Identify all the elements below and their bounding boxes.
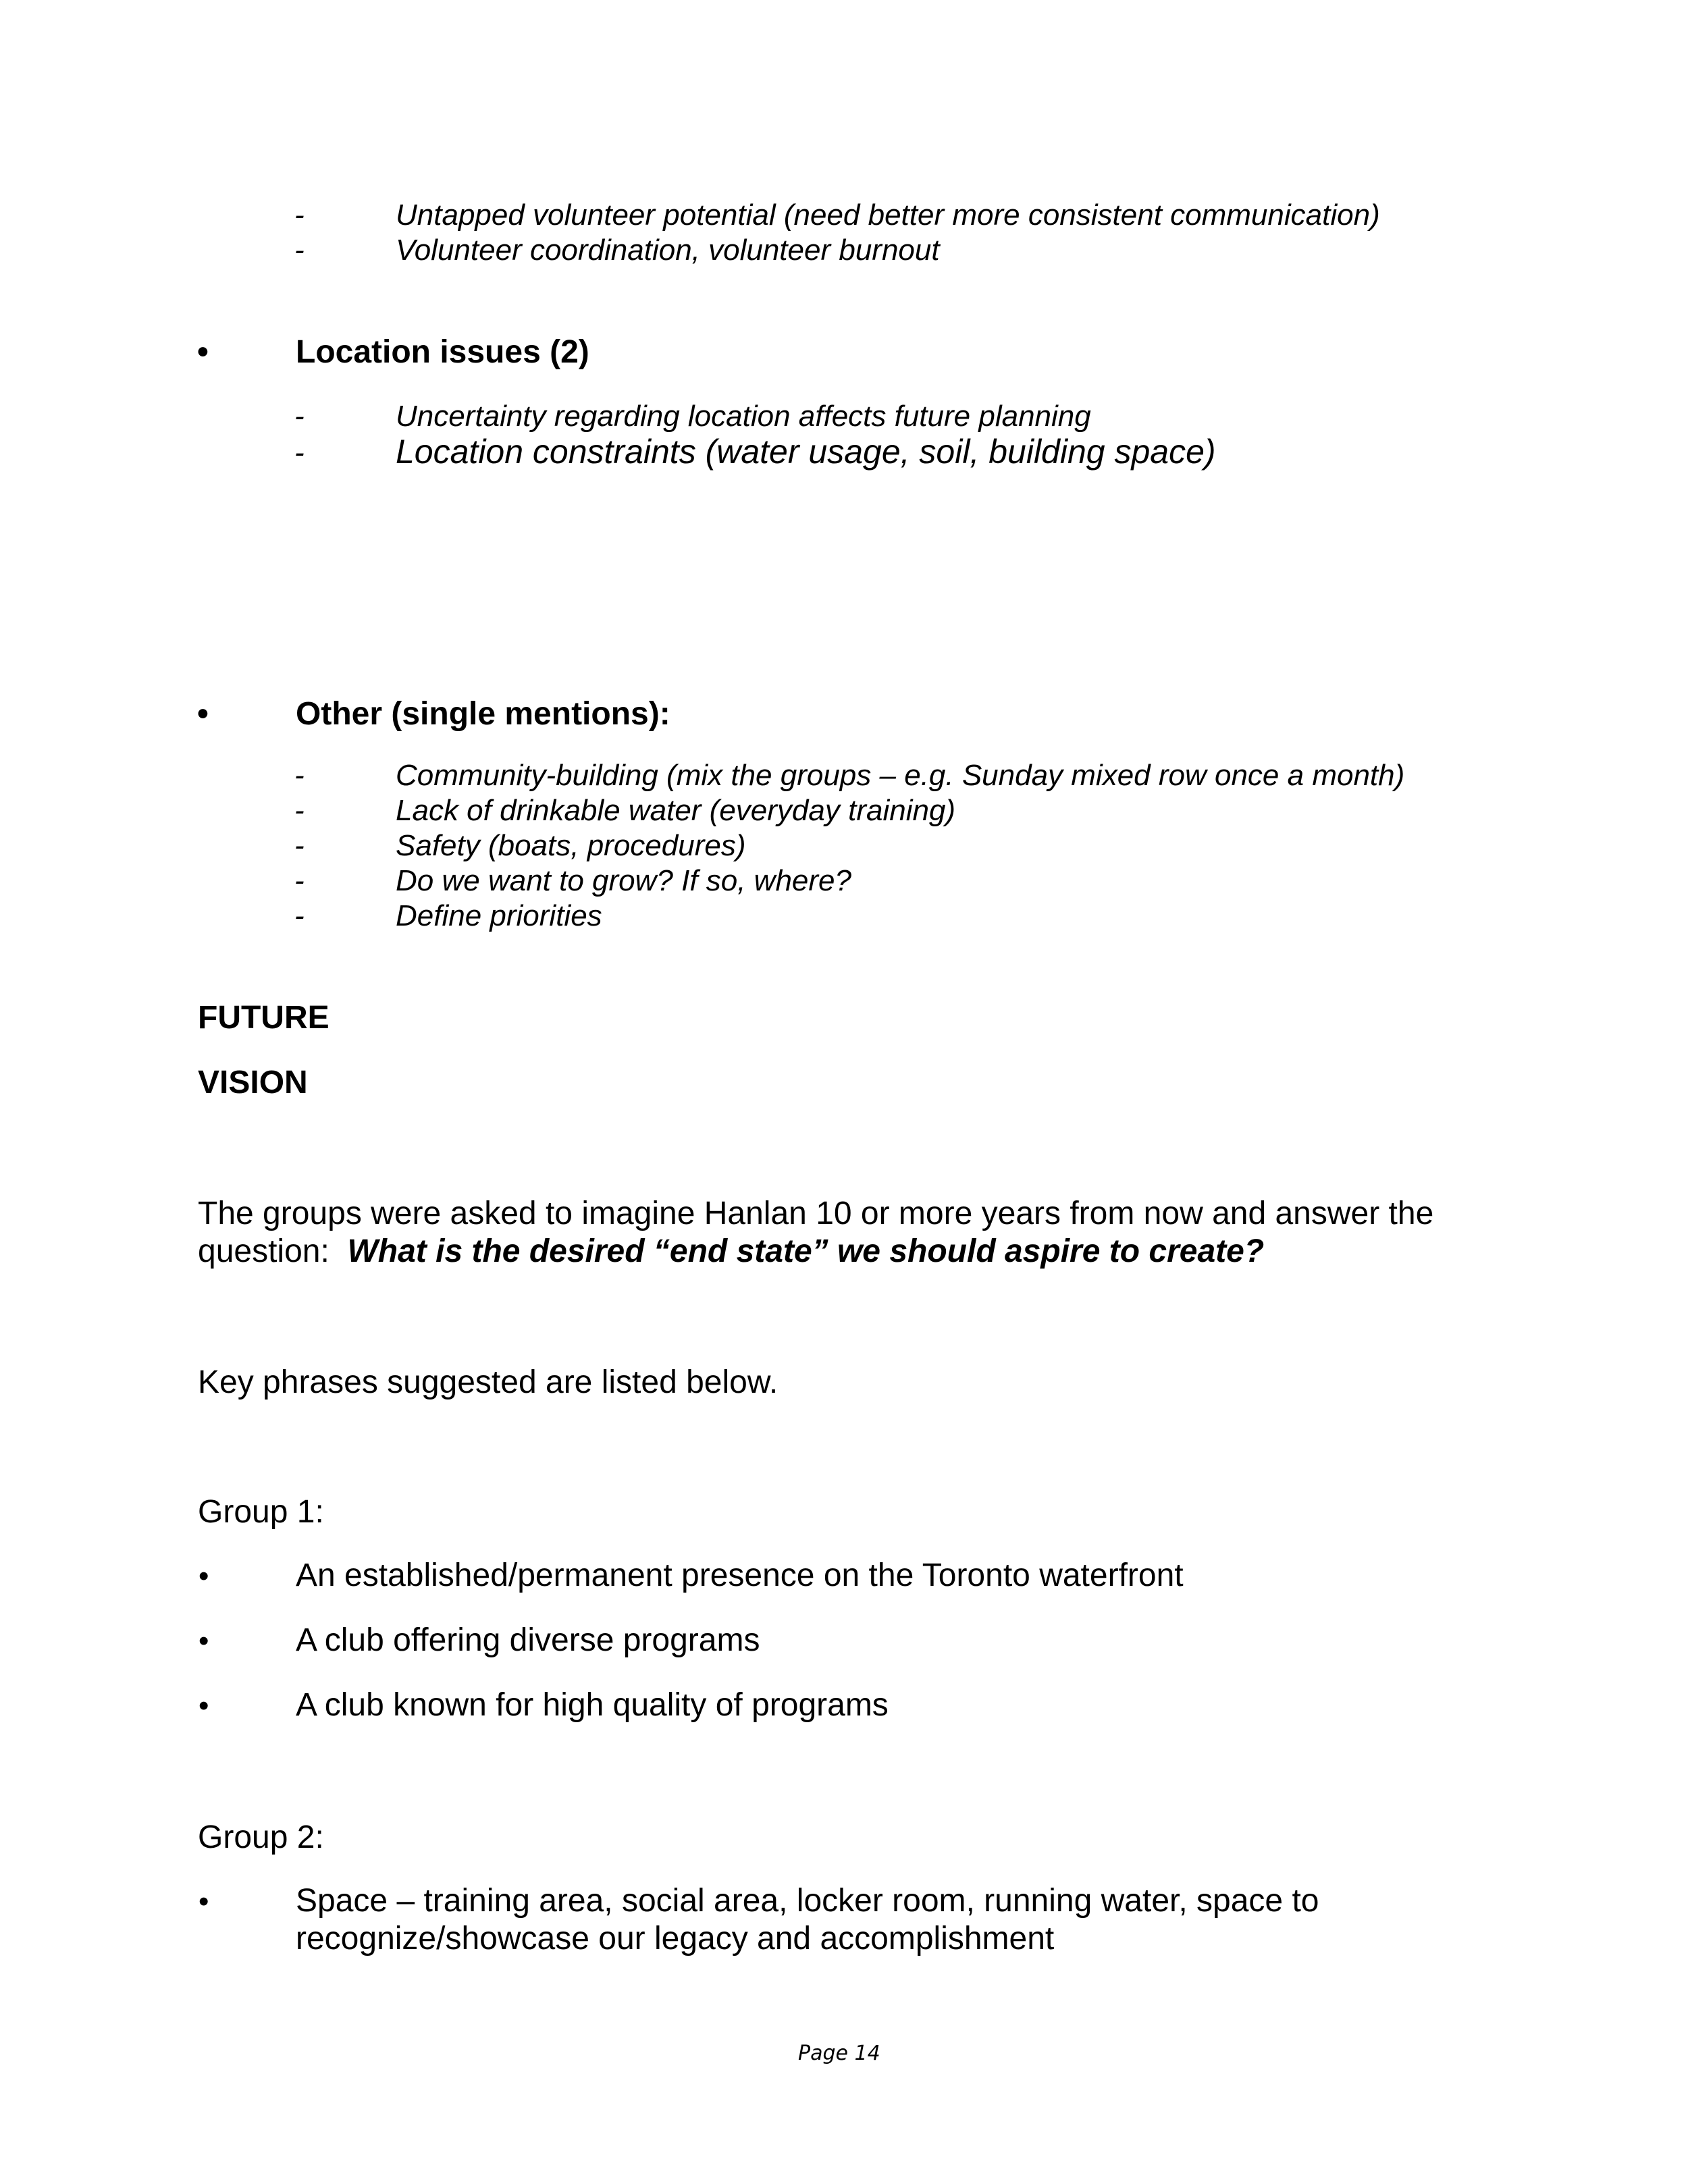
intro-question: What is the desired “end state” we should aspire to create? (347, 1233, 1265, 1269)
group-1-item: A club offering diverse programs (296, 1622, 760, 1658)
bullet: • (197, 334, 209, 370)
list-item: Safety (boats, procedures) (396, 829, 746, 862)
list-item: Community-building (mix the groups – e.g. Sunday mixed row once a month) (396, 759, 1405, 792)
list-item: Define priorities (396, 899, 602, 932)
bullet: • (199, 1885, 209, 1918)
group-1-item: An established/permanent presence on the Toronto waterfront (296, 1557, 1184, 1593)
list-item: Do we want to grow? If so, where? (396, 864, 851, 897)
list-dash: - (294, 794, 305, 827)
bullet: • (199, 1689, 209, 1722)
group-2-label: Group 2: (198, 1819, 324, 1855)
list-dash: - (294, 829, 305, 862)
list-dash: - (294, 198, 305, 232)
group-1-item: A club known for high quality of programs (296, 1687, 889, 1723)
heading-future: FUTURE (198, 1000, 329, 1036)
list-dash: - (294, 400, 305, 433)
section-heading-location: Location issues (2) (296, 334, 589, 370)
list-item: Lack of drinkable water (everyday training) (396, 794, 956, 827)
group-2-item-line-2: recognize/showcase our legacy and accomplishment (296, 1921, 1055, 1956)
list-dash: - (294, 234, 305, 267)
bullet: • (199, 1624, 209, 1657)
list-dash: - (294, 899, 305, 932)
page-number: Page 14 (798, 2042, 880, 2065)
list-item: Volunteer coordination, volunteer burnout (396, 234, 940, 267)
list-item: Uncertainty regarding location affects future planning (396, 400, 1091, 433)
list-item: Untapped volunteer potential (need better more consistent communication) (396, 198, 1380, 232)
group-2-item (296, 1882, 1319, 1958)
list-dash: - (294, 864, 305, 897)
intro-paragraph (198, 1195, 1433, 1271)
bullet: • (199, 1560, 209, 1593)
list-item: Location constraints (water usage, soil, building space) (396, 433, 1216, 471)
section-heading-other: Other (single mentions): (296, 696, 670, 732)
group-2-item-line-1: Space – training area, social area, locker room, running water, space to (296, 1883, 1319, 1919)
key-phrases-text: Key phrases suggested are listed below. (198, 1364, 779, 1400)
bullet: • (197, 696, 209, 732)
intro-line-2 (198, 1233, 1433, 1271)
heading-vision: VISION (198, 1065, 308, 1100)
list-dash: - (294, 759, 305, 792)
intro-prefix: question: (198, 1233, 348, 1269)
list-dash: - (294, 436, 305, 469)
group-1-label: Group 1: (198, 1494, 324, 1530)
intro-line-1: The groups were asked to imagine Hanlan 10 or more years from now and answer the (198, 1196, 1434, 1231)
